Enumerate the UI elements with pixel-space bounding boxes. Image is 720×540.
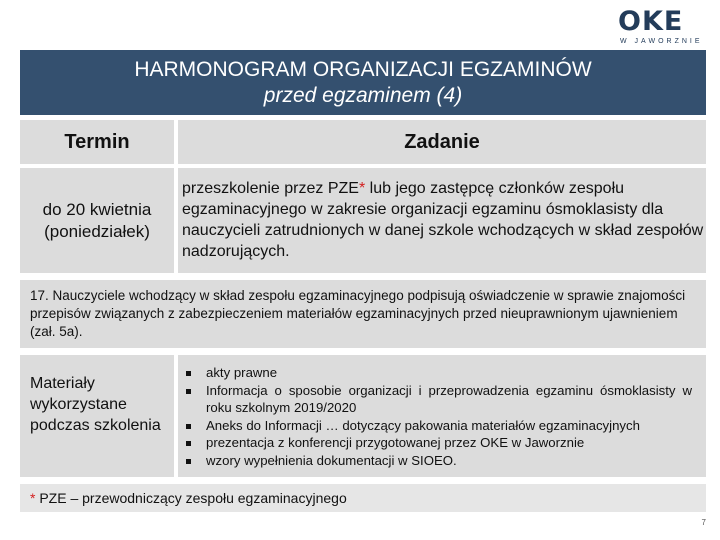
list-item: [182, 417, 692, 435]
row1-date-line1: do 20 kwietnia: [42, 199, 152, 219]
list-item: [182, 434, 692, 452]
bullet-icon: [186, 459, 191, 464]
slide-title: [20, 50, 706, 115]
logo-subtitle: W JAWORZNIE: [620, 38, 703, 45]
row1-date: [20, 168, 174, 273]
row1-task-part2: lub jego zastępcę członków zespołu egzaminacyjnego w zakresie organizacji egzaminu ósmoklasisty dla nauczycieli zatrudnionych w danej szkole wchodzących w skład zespołów nadzorujących.: [182, 180, 704, 260]
page-number: 7: [701, 518, 706, 527]
bullet-icon: [186, 424, 191, 429]
header-zadanie: Zadanie: [178, 120, 706, 164]
material-text: Informacja o sposobie organizacji i przeprowadzenia egzaminu ósmoklasisty w roku szkolnym 2019/2020: [206, 382, 692, 416]
material-text: wzory wypełnienia dokumentacji w SIOEO.: [206, 452, 457, 468]
footnote-star: *: [30, 490, 36, 506]
material-text: prezentacja z konferencji przygotowanej przez OKE w Jaworznie: [206, 435, 585, 451]
row1-date-line2: (poniedziałek): [44, 221, 150, 241]
bullet-icon: [186, 389, 191, 394]
note-17: 17. Nauczyciele wchodzący w skład zespołu egzaminacyjnego podpisują oświadczenie w sprawie znajomości przepisów związanych z zabezpieczeniem materiałów egzaminacyjnych przed nieuprawnionym ujawnieniem (zał. 5a).: [20, 280, 706, 348]
material-text: akty prawne: [206, 365, 278, 380]
row1-task-part1: przeszkolenie przez PZE: [182, 180, 359, 197]
header-termin: Termin: [20, 120, 174, 164]
materials-list: [178, 355, 706, 477]
title-subtitle: przed egzaminem (4): [263, 83, 463, 107]
bullet-icon: [186, 371, 191, 376]
material-text: Aneks do Informacji … dotyczący pakowania materiałów egzaminacyjnych: [206, 417, 640, 433]
footnote: [20, 484, 706, 512]
logo-text: OKE: [618, 6, 684, 37]
list-item: [182, 452, 692, 470]
footnote-text: PZE – przewodniczący zespołu egzaminacyjnego: [35, 490, 347, 506]
list-item: [182, 382, 692, 417]
row1-task: [178, 168, 706, 273]
oke-logo: [618, 8, 710, 48]
bullet-icon: [186, 441, 191, 446]
list-item: [182, 364, 692, 382]
title-main: HARMONOGRAM ORGANIZACJI EGZAMINÓW: [134, 57, 592, 81]
materials-label: Materiały wykorzystane podczas szkolenia: [20, 355, 174, 477]
row1-task-star: *: [358, 180, 366, 197]
